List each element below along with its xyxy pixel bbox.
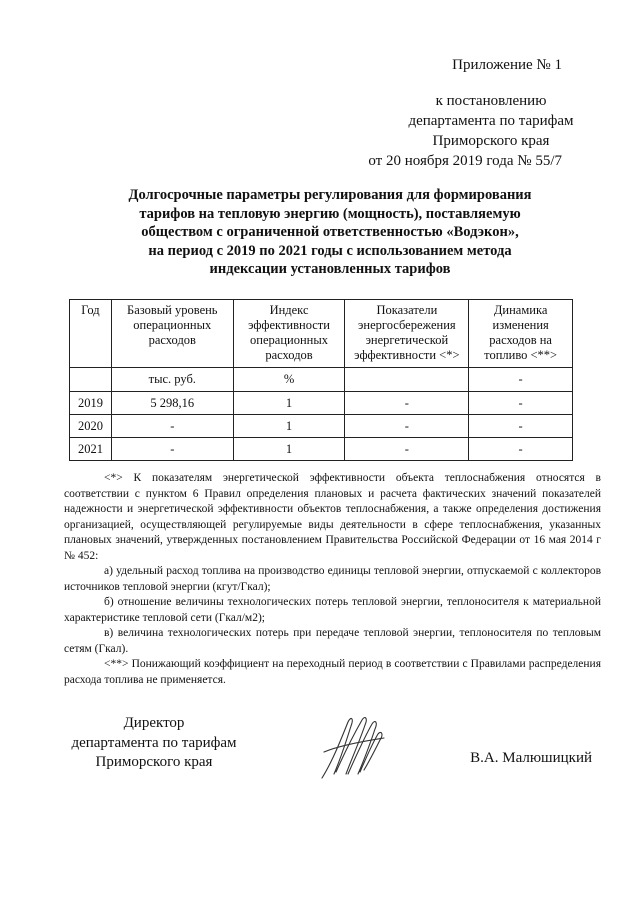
- appendix-line-1: к постановлению: [435, 93, 547, 109]
- year-cell: 2021: [70, 438, 112, 461]
- units-cell: тыс. руб.: [111, 368, 233, 392]
- units-cell: [70, 368, 112, 392]
- footnote-item-c: в) величина технологических потерь при передаче тепловой энергии, теплоносителя по тепловым сетям (Гкал).: [64, 627, 601, 655]
- table-cell: -: [469, 415, 573, 438]
- header-cell: Базовый уровень операционных расходов: [111, 300, 233, 368]
- title-line-4: на период с 2019 по 2021 годы с использованием метода: [148, 242, 512, 259]
- footnotes: [64, 471, 601, 688]
- table-cell: -: [345, 438, 469, 461]
- units-cell: [345, 368, 469, 392]
- table-cell: -: [111, 438, 233, 461]
- signatory-title: [64, 714, 244, 773]
- header-cell: Показатели энергосбережения энергетической эффективности <*>: [345, 300, 469, 368]
- appendix-line-3: Приморского края: [432, 133, 550, 149]
- table-row: [70, 415, 573, 438]
- footnote-2: <**> Понижающий коэффициент на переходный период в соответствии с Правилами распределения расхода топлива не применяется.: [64, 658, 601, 686]
- table-cell: -: [345, 415, 469, 438]
- year-cell: 2020: [70, 415, 112, 438]
- table-cell: 1: [233, 415, 345, 438]
- signatory-title-line-3: Приморского края: [95, 754, 213, 770]
- document-title: [60, 186, 600, 279]
- table-cell: 1: [233, 438, 345, 461]
- table-cell: -: [345, 392, 469, 415]
- units-cell: -: [469, 368, 573, 392]
- title-line-5: индексации установленных тарифов: [209, 261, 451, 278]
- header-cell: Год: [70, 300, 112, 368]
- table-header-row: [70, 300, 573, 368]
- signatory-title-line-1: Директор: [123, 715, 185, 731]
- table-row: [70, 438, 573, 461]
- year-cell: 2019: [70, 392, 112, 415]
- title-line-1: Долгосрочные параметры регулирования для формирования: [128, 187, 532, 203]
- parameters-table: [69, 299, 573, 461]
- table-units-row: [70, 368, 573, 392]
- handwritten-signature: [318, 712, 388, 784]
- appendix-number: Приложение № 1: [452, 57, 562, 73]
- table-cell: -: [111, 415, 233, 438]
- table-cell: -: [469, 438, 573, 461]
- table-cell: -: [469, 392, 573, 415]
- footnote-item-a: а) удельный расход топлива на производство единицы тепловой энергии, отпускаемой с коллекторов источников тепловой энергии (кгут/Гкал);: [64, 565, 601, 593]
- title-line-2: тарифов на тепловую энергию (мощность), поставляемую: [139, 205, 521, 222]
- table-cell: 5 298,16: [111, 392, 233, 415]
- units-cell: %: [233, 368, 345, 392]
- signatory-name: В.А. Малюшицкий: [470, 750, 592, 766]
- header-cell: Индекс эффективности операционных расходов: [233, 300, 345, 368]
- table-row: [70, 392, 573, 415]
- appendix-line-4: от 20 ноября 2019 года № 55/7: [368, 153, 562, 169]
- footnote-item-b: б) отношение величины технологических потерь тепловой энергии, теплоносителя к материальной характеристике тепловой сети (Гкал/м2);: [64, 596, 601, 624]
- title-line-3: обществом с ограниченной ответственностью «Водэкон»,: [141, 224, 519, 241]
- table-cell: 1: [233, 392, 345, 415]
- header-cell: Динамика изменения расходов на топливо <**>: [469, 300, 573, 368]
- footnote-1: <*> К показателям энергетической эффективности объекта теплоснабжения относятся в соответствии с пунктом 6 Правил определения плановых и расчета фактических значений показателей надежности и энергетической эффективности объектов теплоснабжения, а также определения достижения организацией, осуществляющей регулируемые виды деятельности в сфере теплоснабжения, указанных плановых значений, утвержденных постановлением Правительства Российской Федерации от 16 мая 2014 г № 452:: [64, 472, 601, 562]
- appendix-line-2: департамента по тарифам: [408, 113, 574, 129]
- signatory-title-line-2: департамента по тарифам: [71, 734, 237, 751]
